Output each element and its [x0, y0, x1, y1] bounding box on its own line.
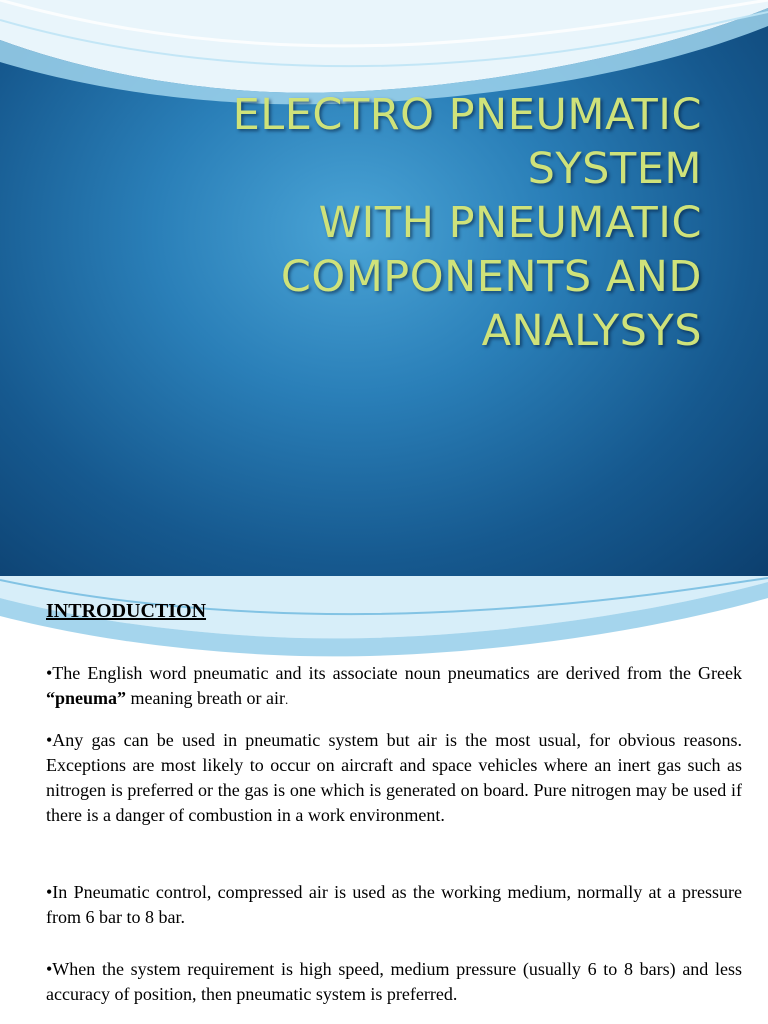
- text-run: .: [284, 692, 289, 707]
- title-line: ANALYSYS: [481, 306, 702, 356]
- title-line: WITH PNEUMATIC: [318, 198, 702, 248]
- paragraph-pressure: •In Pneumatic control, compressed air is used as the working medium, normally at a pressure from 6 bar to 8 bar.: [46, 882, 742, 927]
- intro-heading: INTRODUCTION: [46, 600, 207, 622]
- title-line: SYSTEM: [527, 144, 702, 194]
- title-line: COMPONENTS AND: [280, 252, 702, 302]
- paragraph-gases: •Any gas can be used in pneumatic system but air is the most usual, for obvious reasons. Exceptions are most likely to occur on aircraft and space vehicles where an inert gas such as nitrogen is preferred or the gas is one which is generated on board. Pure nitrogen may be used if there is a danger of combustion in a work environment.: [46, 730, 742, 825]
- presentation-title: [102, 88, 702, 358]
- paragraph-pneumatic-origin: [46, 661, 742, 712]
- paragraph-requirements: •When the system requirement is high speed, medium pressure (usually 6 to 8 bars) and less accuracy of position, then pneumatic system is preferred.: [46, 959, 742, 1004]
- text-run: meaning breath or air: [126, 688, 285, 708]
- text-run: •The English word pneumatic and its associate noun pneumatics are derived from the Greek: [46, 663, 742, 683]
- title-line: ELECTRO PNEUMATIC: [232, 90, 702, 140]
- emphasized-word: “pneuma”: [46, 688, 127, 708]
